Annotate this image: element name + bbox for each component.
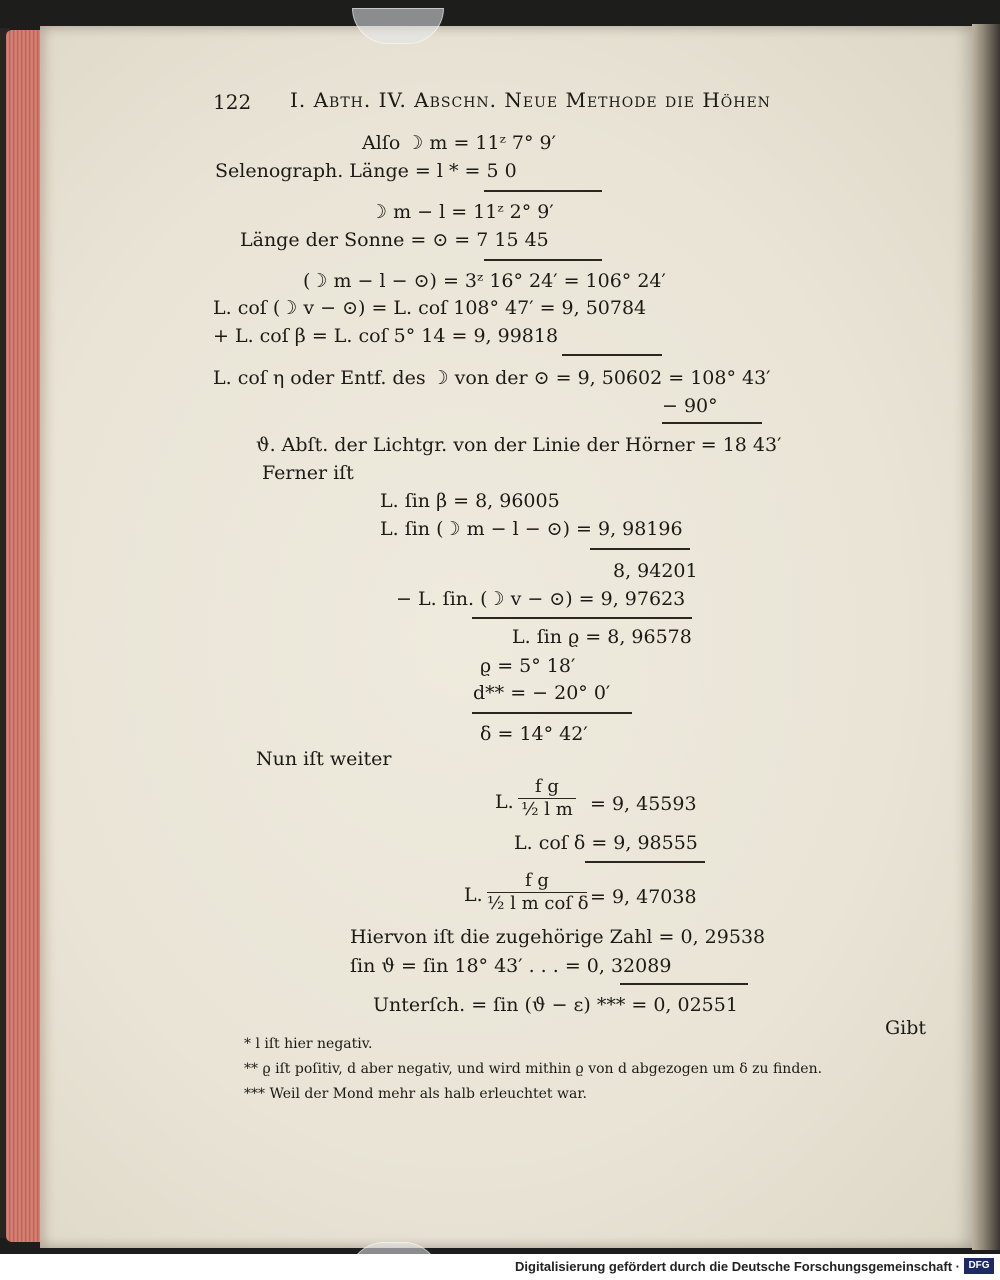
footnote-2: ** ϱ iſt poſitiv, d aber negativ, und wird mithin ϱ von d abgezogen um δ zu finden. <box>244 1061 823 1077</box>
line-theta-abstand: ϑ. Abſt. der Lichtgr. von der Linie der Hörner = 18 43′ <box>256 434 782 456</box>
dfg-logo: DFG <box>964 1258 994 1274</box>
fraction2-numerator: f g <box>525 870 549 891</box>
fraction2-lead: L. <box>464 884 483 906</box>
line-d-star: d** = − 20° 0′ <box>473 682 611 704</box>
line-ferner: Ferner iſt <box>262 462 354 484</box>
line-sum: 8, 94201 <box>613 560 698 582</box>
line-lcos-delta: L. coſ δ = 9, 98555 <box>514 832 698 854</box>
fraction1-denominator: ½ l m <box>518 798 576 819</box>
line-delta: δ = 14° 42′ <box>480 723 588 745</box>
digitization-credit: Digitalisierung gefördert durch die Deutsche Forschungsgemeinschaft · <box>515 1259 960 1274</box>
rule <box>562 354 662 356</box>
rule <box>662 422 762 424</box>
fraction1-numerator: f g <box>535 776 559 797</box>
rule <box>620 983 748 985</box>
line-m-minus-l: ☽ m − l = 11ᶻ 2° 9′ <box>370 201 554 223</box>
footnote-3: *** Weil der Mond mehr als halb erleuchtet war. <box>244 1086 587 1102</box>
fraction1-lead: L. <box>495 791 514 813</box>
line-difference: (☽ m − l − ⊙) = 3ᶻ 16° 24′ = 106° 24′ <box>303 270 666 292</box>
line-lsin-diff: L. ſin (☽ m − l − ⊙) = 9, 98196 <box>380 518 683 540</box>
line-minus-90: − 90° <box>662 395 718 417</box>
fraction1 <box>518 778 576 819</box>
rule <box>585 861 705 863</box>
line-sin-theta: ſin ϑ = ſin 18° 43′ . . . = 0, 32089 <box>350 955 672 977</box>
rule <box>472 617 692 619</box>
rule <box>484 259 602 261</box>
line-selenograph: Selenograph. Länge = l * = 5 0 <box>215 160 517 182</box>
line-hiervon: Hiervon iſt die zugehörige Zahl = 0, 29538 <box>350 926 766 948</box>
line-lsin-rho: L. ſin ϱ = 8, 96578 <box>512 626 692 648</box>
fraction2-denominator: ½ l m coſ δ <box>487 893 589 914</box>
line-unterschied: Unterſch. = ſin (ϑ − ε) *** = 0, 02551 <box>373 994 738 1016</box>
line-lsin-beta: L. ſin β = 8, 96005 <box>380 490 560 512</box>
line-lcos-beta: + L. coſ β = L. coſ 5° 14 = 9, 99818 <box>213 325 559 347</box>
line-frac2-value: = 9, 47038 <box>590 886 697 908</box>
line-nun-ist-weiter: Nun iſt weiter <box>256 748 392 770</box>
line-laenge-sonne: Länge der Sonne = ⊙ = 7 15 45 <box>240 229 549 251</box>
rule <box>484 190 602 192</box>
line-lcos-eta: L. coſ η oder Entf. des ☽ von der ⊙ = 9, 50602 = 108° 43′ <box>213 367 771 389</box>
line-also: Alſo ☽ m = 11ᶻ 7° 9′ <box>362 132 556 154</box>
rule <box>472 712 632 714</box>
catchword-gibt: Gibt <box>885 1017 927 1039</box>
line-frac1-value: = 9, 45593 <box>590 793 697 815</box>
page-number: 122 <box>213 90 252 114</box>
footnote-1: * l iſt hier negativ. <box>244 1036 373 1052</box>
line-rho: ϱ = 5° 18′ <box>480 655 576 677</box>
line-minus-lsin: − L. ſin. (☽ v − ⊙) = 9, 97623 <box>396 588 686 610</box>
line-lcos-v: L. coſ (☽ v − ⊙) = L. coſ 108° 47′ = 9, 50784 <box>213 297 647 319</box>
page-edges <box>6 30 42 1242</box>
running-title: I. Abth. IV. Abschn. Neue Methode die Höhen <box>290 88 771 112</box>
rule <box>590 548 690 550</box>
page-gutter-shadow <box>972 24 1000 1250</box>
fraction2 <box>487 872 587 913</box>
